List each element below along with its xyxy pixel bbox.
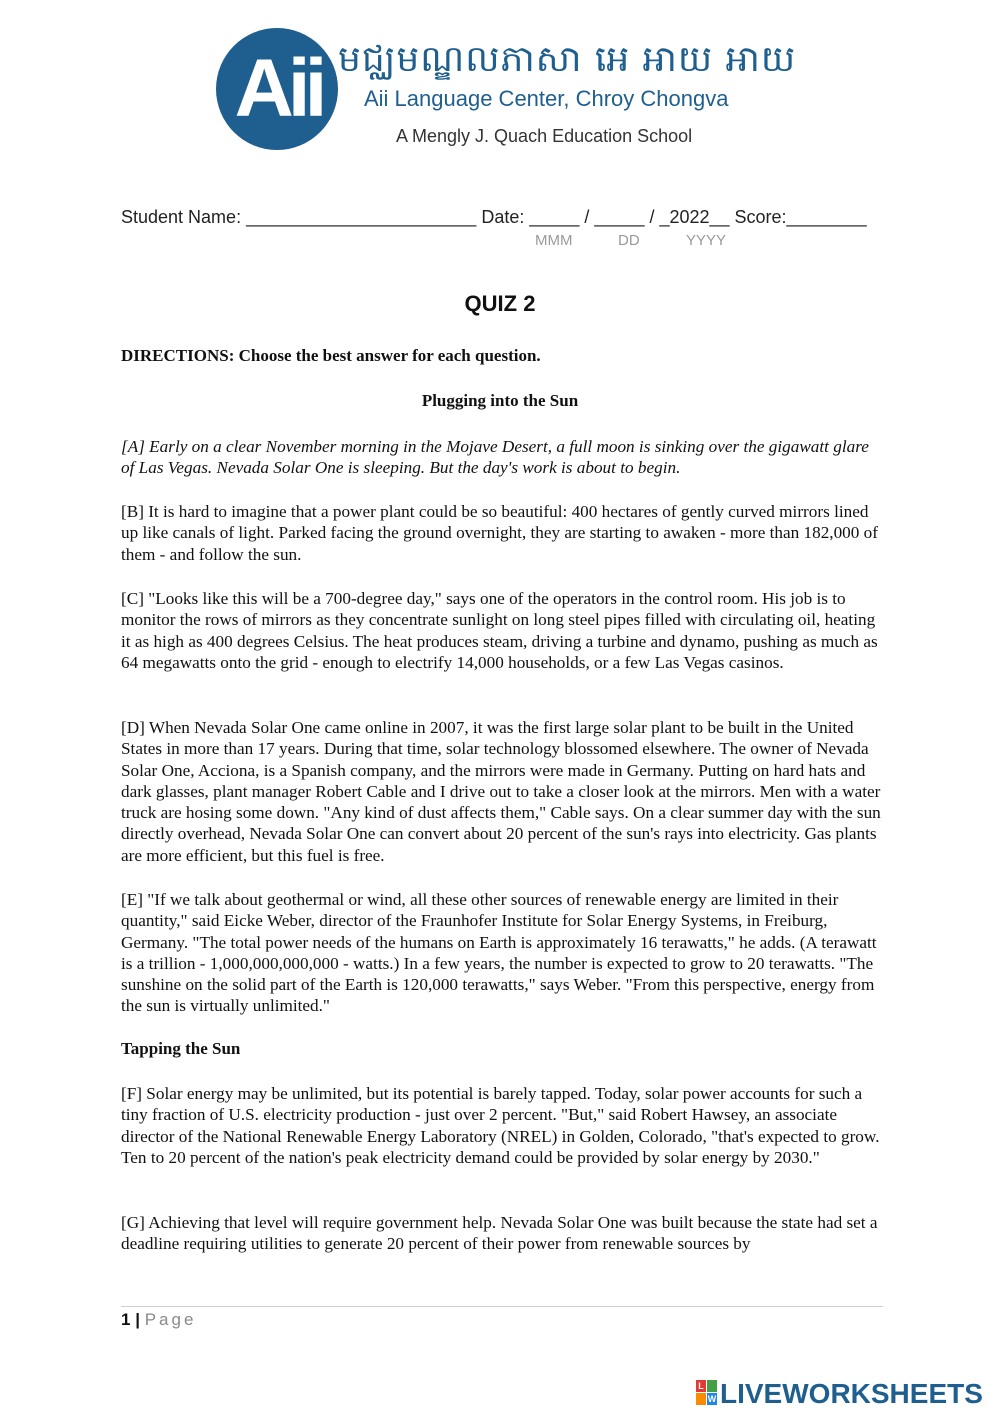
student-info-line: Student Name: _______________________ Date: _____ / _____ / _2022__ Score:________ <box>121 207 867 227</box>
page-label: Page <box>144 1310 197 1329</box>
day-hint: DD <box>618 232 640 249</box>
page-separator: | <box>135 1310 140 1329</box>
subheading-tapping-the-sun: Tapping the Sun <box>121 1039 241 1058</box>
directions: DIRECTIONS: Choose the best answer for each question. <box>121 346 541 365</box>
paragraph-f: [F] Solar energy may be unlimited, but its potential is barely tapped. Today, solar power accounts for such a tiny fraction of U.S. electricity production - just over 2 percent. "But," said Robert Hawsey, an associate director of the National Renewable Energy Laboratory (NREL) in Golden, Colorado, "that's expected to grow. Ten to 20 percent of the nation's peak electricity demand could be provided by solar energy by 2030." <box>121 1084 880 1167</box>
month-hint: MMM <box>535 232 573 249</box>
paragraph-g: [G] Achieving that level will require government help. Nevada Solar One was built because the state had set a deadline requiring utilities to generate 20 percent of their power from renewable sources by <box>121 1213 878 1254</box>
liveworksheets-watermark: LIVEWORKSHEETS <box>720 1378 983 1409</box>
liveworksheets-badge-icon <box>696 1380 718 1406</box>
center-name: Aii Language Center, Chroy Chongva <box>364 86 729 111</box>
page-number-value: 1 <box>121 1310 131 1329</box>
footer-divider <box>121 1306 883 1307</box>
badge-letter-l: L <box>696 1380 706 1392</box>
paragraph-d: [D] When Nevada Solar One came online in 2007, it was the first large solar plant to be built in the United States in more than 17 years. During that time, solar technology blossomed elsewhere. The owner of Nevada Solar One, Acciona, is a Spanish company, and the mirrors were made in Germany. Putting on hard hats and dark glasses, plant manager Robert Cable and I drive out to take a closer look at the mirrors. Men with a water truck are hosing some down. "Any kind of dust affects them," Cable says. On a clear summer day with the sun directly overhead, Nevada Solar One can convert about 20 percent of the sun's rays into electricity. Gas plants are more efficient, but this fuel is free. <box>121 718 881 865</box>
quiz-title: QUIZ 2 <box>464 291 536 316</box>
badge-square-green <box>707 1380 717 1392</box>
passage-title: Plugging into the Sun <box>421 391 579 410</box>
year-hint: YYYY <box>686 232 727 249</box>
aii-logo <box>216 28 338 150</box>
paragraph-c: [C] "Looks like this will be a 700-degree day," says one of the operators in the control room. His job is to monitor the rows of mirrors as they concentrate sunlight on long steel pipes filled with circulating oil, heating it as high as 400 degrees Celsius. The heat produces steam, driving a turbine and dynamo, pushing as much as 64 megawatts onto the grid - enough to electrify 14,000 households, or a few Las Vegas casinos. <box>121 589 878 672</box>
khmer-center-name: មជ្ឈមណ្ឌលភាសា អេ អាយ អាយ <box>338 39 797 80</box>
badge-letter-w: W <box>707 1394 717 1404</box>
badge-square-orange <box>696 1393 706 1405</box>
paragraph-e: [E] "If we talk about geothermal or wind, all these other sources of renewable energy are limited in their quantity," said Eicke Weber, director of the Fraunhofer Institute for Solar Energy Systems, in Freiburg, Germany. "The total power needs of the humans on Earth is approximately 16 terawatts," he adds. (A terawatt is a trillion - 1,000,000,000,000 - watts.) In a few years, the number is expected to grow to 20 terawatts. "The sunshine on the solid part of the Earth is 120,000 terawatts," says Weber. "From this perspective, energy from the sun is virtually unlimited." <box>121 890 877 1016</box>
paragraph-b: [B] It is hard to imagine that a power plant could be so beautiful: 400 hectares of gently curved mirrors lined up like canals of light. Parked facing the ground overnight, they are starting to awaken - more than 182,000 of them - and follow the sun. <box>121 502 878 564</box>
paragraph-a: [A] Early on a clear November morning in the Mojave Desert, a full moon is sinking over the gigawatt glare of Las Vegas. Nevada Solar One is sleeping. But the day's work is about to begin. <box>121 437 869 478</box>
logo-letters: Aii <box>234 43 322 134</box>
school-line: A Mengly J. Quach Education School <box>396 126 693 146</box>
page-number <box>121 1310 196 1330</box>
